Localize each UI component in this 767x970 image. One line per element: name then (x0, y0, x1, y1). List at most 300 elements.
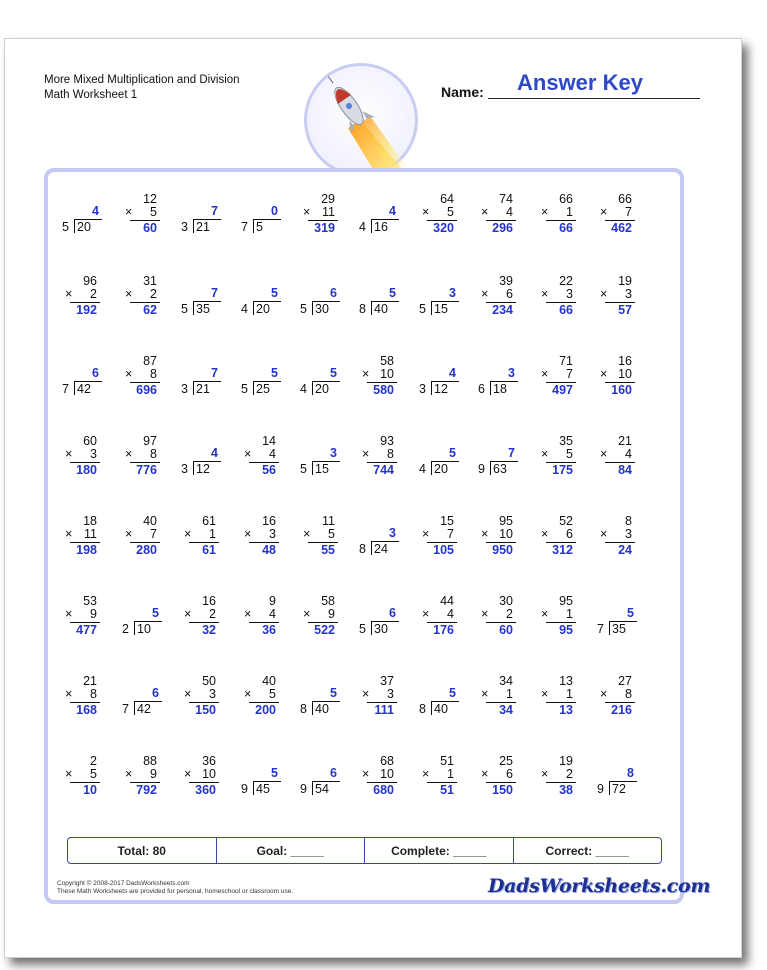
dividend: 40 (315, 702, 329, 716)
times-sign: × (65, 287, 73, 301)
multiplier-line (600, 206, 632, 219)
answer-key-heading: Answer Key (517, 70, 643, 95)
product-answer: 32 (202, 623, 216, 637)
multiplicand: 18 (83, 514, 97, 528)
multiplicand: 53 (83, 594, 97, 608)
quotient-answer: 5 (152, 606, 159, 620)
total-cell: Total: 80 (68, 838, 217, 863)
multiplier: 3 (566, 287, 573, 301)
dividend: 40 (434, 702, 448, 716)
times-sign: × (362, 367, 370, 381)
multiplier-line (303, 206, 335, 219)
quotient-answer: 5 (449, 446, 456, 460)
times-sign: × (362, 447, 370, 461)
times-sign: × (481, 205, 489, 219)
multiplicand: 31 (143, 274, 157, 288)
product-answer: 320 (433, 221, 454, 235)
divisor: 5 (181, 302, 188, 316)
times-sign: × (125, 447, 133, 461)
dividend: 25 (256, 382, 270, 396)
multiplication-problem (595, 435, 639, 479)
multiplicand: 36 (202, 754, 216, 768)
multiplicand: 16 (202, 594, 216, 608)
multiplier: 4 (625, 447, 632, 461)
multiplication-problem (476, 193, 520, 237)
multiplication-problem (298, 193, 342, 237)
multiplier-line (541, 768, 573, 781)
multiplier-line (541, 206, 573, 219)
multiplier-line (422, 206, 454, 219)
division-bracket (431, 461, 432, 475)
product-answer: 56 (262, 463, 276, 477)
multiplication-problem (417, 755, 461, 799)
divisor: 2 (122, 622, 129, 636)
division-problem (357, 595, 401, 639)
multiplier: 7 (566, 367, 573, 381)
quotient-answer: 7 (211, 366, 218, 380)
multiplier: 1 (506, 687, 513, 701)
times-sign: × (541, 367, 549, 381)
multiplier-line (422, 768, 454, 781)
product-answer: 150 (195, 703, 216, 717)
product-answer: 55 (321, 543, 335, 557)
division-bracket (134, 701, 135, 715)
quotient-answer: 6 (92, 366, 99, 380)
division-bracket (253, 301, 254, 315)
times-sign: × (481, 287, 489, 301)
division-problem (298, 675, 342, 719)
multiplication-problem (179, 675, 223, 719)
multiplicand: 71 (559, 354, 573, 368)
divisor: 9 (478, 462, 485, 476)
division-problem (60, 355, 104, 399)
multiplier-line (541, 368, 573, 381)
divisor: 4 (300, 382, 307, 396)
division-problem (120, 595, 164, 639)
multiplier-line (422, 608, 454, 621)
multiplier-line (65, 688, 97, 701)
multiplier-line (125, 288, 157, 301)
division-bracket (74, 381, 75, 395)
product-answer: 280 (136, 543, 157, 557)
times-sign: × (422, 767, 430, 781)
product-answer: 95 (559, 623, 573, 637)
division-bracket (253, 781, 254, 795)
product-answer: 360 (195, 783, 216, 797)
multiplier-line (481, 688, 513, 701)
multiplication-problem (417, 193, 461, 237)
multiplier: 5 (447, 205, 454, 219)
quotient-answer: 6 (152, 686, 159, 700)
divisor: 5 (62, 220, 69, 234)
multiplicand: 96 (83, 274, 97, 288)
multiplicand: 88 (143, 754, 157, 768)
divisor: 7 (62, 382, 69, 396)
times-sign: × (600, 287, 608, 301)
times-sign: × (65, 687, 73, 701)
multiplier-line (362, 768, 394, 781)
multiplier: 8 (150, 367, 157, 381)
division-problem (239, 193, 283, 237)
multiplication-problem (120, 755, 164, 799)
dividend: 40 (374, 302, 388, 316)
times-sign: × (541, 687, 549, 701)
multiplicand: 37 (380, 674, 394, 688)
multiplier: 8 (625, 687, 632, 701)
product-answer: 60 (499, 623, 513, 637)
multiplication-problem (120, 193, 164, 237)
division-problem (417, 355, 461, 399)
dividend: 30 (374, 622, 388, 636)
division-bracket (371, 301, 372, 315)
quotient-answer: 8 (627, 766, 634, 780)
division-problem (357, 515, 401, 559)
dividend: 21 (196, 220, 210, 234)
multiplicand: 16 (262, 514, 276, 528)
multiplier: 9 (90, 607, 97, 621)
multiplication-problem (239, 435, 283, 479)
product-answer: 176 (433, 623, 454, 637)
division-problem (417, 435, 461, 479)
multiplicand: 14 (262, 434, 276, 448)
multiplier-line (125, 368, 157, 381)
multiplicand: 27 (618, 674, 632, 688)
divisor: 4 (241, 302, 248, 316)
dividend: 12 (196, 462, 210, 476)
multiplier-line (125, 448, 157, 461)
division-problem (357, 193, 401, 237)
multiplier-line (244, 528, 276, 541)
division-problem (179, 193, 223, 237)
multiplication-problem (298, 595, 342, 639)
multiplier-line (481, 206, 513, 219)
multiplier: 1 (566, 607, 573, 621)
times-sign: × (422, 607, 430, 621)
multiplier: 9 (150, 767, 157, 781)
quotient-answer: 4 (389, 204, 396, 218)
complete-cell: Complete: _____ (365, 838, 514, 863)
name-line (488, 98, 700, 99)
multiplication-problem (120, 435, 164, 479)
division-bracket (371, 621, 372, 635)
quotient-answer: 5 (389, 286, 396, 300)
multiplication-problem (60, 515, 104, 559)
multiplier: 6 (506, 767, 513, 781)
divisor: 3 (181, 462, 188, 476)
product-answer: 105 (433, 543, 454, 557)
quotient-answer: 5 (627, 606, 634, 620)
multiplier-line (303, 608, 335, 621)
multiplicand: 30 (499, 594, 513, 608)
dividend: 63 (493, 462, 507, 476)
multiplicand: 51 (440, 754, 454, 768)
product-answer: 522 (314, 623, 335, 637)
copyright-line: Copyright © 2008-2017 DadsWorksheets.com (57, 880, 190, 887)
multiplication-problem (239, 515, 283, 559)
division-problem (179, 275, 223, 319)
multiplication-problem (476, 275, 520, 319)
multiplier-line (600, 368, 632, 381)
quotient-answer: 5 (271, 286, 278, 300)
multiplicand: 87 (143, 354, 157, 368)
division-bracket (193, 301, 194, 315)
times-sign: × (481, 527, 489, 541)
dividend: 54 (315, 782, 329, 796)
multiplier: 1 (566, 687, 573, 701)
multiplicand: 95 (559, 594, 573, 608)
multiplication-problem (239, 675, 283, 719)
multiplier: 2 (566, 767, 573, 781)
multiplicand: 21 (618, 434, 632, 448)
product-answer: 48 (262, 543, 276, 557)
multiplication-problem (60, 675, 104, 719)
multiplier: 4 (447, 607, 454, 621)
times-sign: × (303, 205, 311, 219)
product-answer: 477 (76, 623, 97, 637)
multiplicand: 64 (440, 192, 454, 206)
division-problem (298, 275, 342, 319)
multiplier-line (125, 768, 157, 781)
multiplicand: 34 (499, 674, 513, 688)
division-bracket (253, 219, 254, 233)
multiplier: 2 (506, 607, 513, 621)
division-bracket (312, 461, 313, 475)
product-answer: 13 (559, 703, 573, 717)
multiplier: 3 (625, 287, 632, 301)
score-summary (67, 837, 662, 864)
product-answer: 180 (76, 463, 97, 477)
multiplier: 2 (209, 607, 216, 621)
multiplier: 2 (150, 287, 157, 301)
division-bracket (431, 381, 432, 395)
multiplier: 3 (90, 447, 97, 461)
multiplication-problem (536, 515, 580, 559)
product-answer: 36 (262, 623, 276, 637)
multiplicand: 35 (559, 434, 573, 448)
division-bracket (193, 381, 194, 395)
times-sign: × (303, 607, 311, 621)
multiplier-line (600, 528, 632, 541)
times-sign: × (481, 687, 489, 701)
division-bracket (193, 461, 194, 475)
multiplication-problem (476, 595, 520, 639)
divisor: 7 (241, 220, 248, 234)
product-answer: 150 (492, 783, 513, 797)
product-answer: 696 (136, 383, 157, 397)
dividend: 20 (77, 220, 91, 234)
multiplication-problem (536, 193, 580, 237)
multiplier: 6 (506, 287, 513, 301)
division-problem (476, 435, 520, 479)
product-answer: 175 (552, 463, 573, 477)
divisor: 8 (359, 302, 366, 316)
multiplicand: 97 (143, 434, 157, 448)
dividend: 45 (256, 782, 270, 796)
product-answer: 198 (76, 543, 97, 557)
multiplier-line (244, 448, 276, 461)
quotient-answer: 0 (271, 204, 278, 218)
multiplicand: 68 (380, 754, 394, 768)
quotient-answer: 3 (330, 446, 337, 460)
quotient-answer: 4 (449, 366, 456, 380)
multiplier-line (481, 768, 513, 781)
multiplicand: 40 (143, 514, 157, 528)
correct-cell: Correct: _____ (545, 843, 629, 858)
divisor: 8 (359, 542, 366, 556)
name-label: Name: (441, 84, 484, 100)
multiplicand: 60 (83, 434, 97, 448)
times-sign: × (184, 607, 192, 621)
product-answer: 51 (440, 783, 454, 797)
dividend: 35 (612, 622, 626, 636)
times-sign: × (244, 607, 252, 621)
dividend: 10 (137, 622, 151, 636)
multiplicand: 40 (262, 674, 276, 688)
multiplier: 7 (447, 527, 454, 541)
division-bracket (253, 381, 254, 395)
times-sign: × (541, 607, 549, 621)
usage-note: These Math Worksheets are provided for personal, homeschool or classroom use. (57, 888, 294, 895)
divisor: 5 (300, 462, 307, 476)
multiplication-problem (595, 275, 639, 319)
quotient-answer: 7 (211, 204, 218, 218)
multiplicand: 66 (618, 192, 632, 206)
multiplier: 5 (566, 447, 573, 461)
division-problem (120, 675, 164, 719)
product-answer: 66 (559, 303, 573, 317)
times-sign: × (600, 205, 608, 219)
dividend: 20 (434, 462, 448, 476)
quotient-answer: 6 (330, 766, 337, 780)
multiplier: 8 (90, 687, 97, 701)
product-answer: 34 (499, 703, 513, 717)
multiplier-line (184, 528, 216, 541)
product-answer: 57 (618, 303, 632, 317)
divisor: 8 (300, 702, 307, 716)
times-sign: × (184, 527, 192, 541)
multiplier: 11 (322, 205, 335, 219)
division-bracket (312, 301, 313, 315)
multiplicand: 15 (440, 514, 454, 528)
times-sign: × (600, 527, 608, 541)
multiplication-problem (595, 193, 639, 237)
multiplication-problem (239, 595, 283, 639)
product-answer: 62 (143, 303, 157, 317)
quotient-answer: 5 (271, 766, 278, 780)
division-bracket (312, 701, 313, 715)
multiplier: 5 (150, 205, 157, 219)
multiplier: 7 (150, 527, 157, 541)
quotient-answer: 5 (449, 686, 456, 700)
division-problem (357, 275, 401, 319)
product-answer: 160 (611, 383, 632, 397)
worksheet-title (44, 73, 240, 103)
brand-logo: DadsWorksheets.com (488, 875, 711, 897)
multiplicand: 19 (618, 274, 632, 288)
dividend: 15 (315, 462, 329, 476)
multiplication-problem (357, 755, 401, 799)
multiplier: 11 (84, 527, 97, 541)
product-answer: 66 (559, 221, 573, 235)
division-problem (298, 755, 342, 799)
product-answer: 10 (83, 783, 97, 797)
quotient-answer: 7 (508, 446, 515, 460)
division-bracket (134, 621, 135, 635)
product-answer: 497 (552, 383, 573, 397)
multiplicand: 25 (499, 754, 513, 768)
dividend: 30 (315, 302, 329, 316)
product-answer: 744 (373, 463, 394, 477)
multiplication-problem (60, 275, 104, 319)
multiplication-problem (120, 275, 164, 319)
multiplier-line (65, 608, 97, 621)
multiplier: 6 (566, 527, 573, 541)
quotient-answer: 6 (389, 606, 396, 620)
times-sign: × (422, 527, 430, 541)
multiplier-line (600, 288, 632, 301)
multiplier: 9 (328, 607, 335, 621)
multiplication-problem (417, 595, 461, 639)
multiplier-line (65, 768, 97, 781)
product-answer: 950 (492, 543, 513, 557)
times-sign: × (125, 767, 133, 781)
divisor: 9 (241, 782, 248, 796)
quotient-answer: 5 (330, 686, 337, 700)
times-sign: × (481, 767, 489, 781)
multiplier: 8 (150, 447, 157, 461)
multiplier-line (481, 528, 513, 541)
division-problem (60, 193, 104, 237)
multiplier-line (244, 688, 276, 701)
division-bracket (431, 301, 432, 315)
multiplier-line (541, 288, 573, 301)
division-bracket (312, 781, 313, 795)
multiplicand: 2 (90, 754, 97, 768)
times-sign: × (422, 205, 430, 219)
quotient-answer: 3 (449, 286, 456, 300)
multiplier-line (362, 448, 394, 461)
dividend: 15 (434, 302, 448, 316)
product-answer: 61 (202, 543, 216, 557)
dividend: 5 (256, 220, 263, 234)
multiplier: 10 (618, 367, 632, 381)
product-answer: 234 (492, 303, 513, 317)
multiplier: 4 (269, 607, 276, 621)
times-sign: × (244, 447, 252, 461)
multiplication-problem (60, 595, 104, 639)
multiplier: 10 (202, 767, 216, 781)
multiplication-problem (536, 675, 580, 719)
division-bracket (74, 219, 75, 233)
multiplicand: 44 (440, 594, 454, 608)
product-answer: 60 (143, 221, 157, 235)
multiplier: 1 (447, 767, 454, 781)
divisor: 5 (419, 302, 426, 316)
multiplier: 4 (269, 447, 276, 461)
multiplication-problem (60, 435, 104, 479)
goal-cell: Goal: _____ (217, 838, 366, 863)
multiplier-line (65, 448, 97, 461)
division-bracket (371, 541, 372, 555)
product-answer: 192 (76, 303, 97, 317)
product-answer: 24 (618, 543, 632, 557)
multiplication-problem (595, 675, 639, 719)
multiplicand: 9 (269, 594, 276, 608)
multiplicand: 11 (322, 514, 335, 528)
times-sign: × (125, 287, 133, 301)
division-problem (179, 355, 223, 399)
divisor: 4 (359, 220, 366, 234)
